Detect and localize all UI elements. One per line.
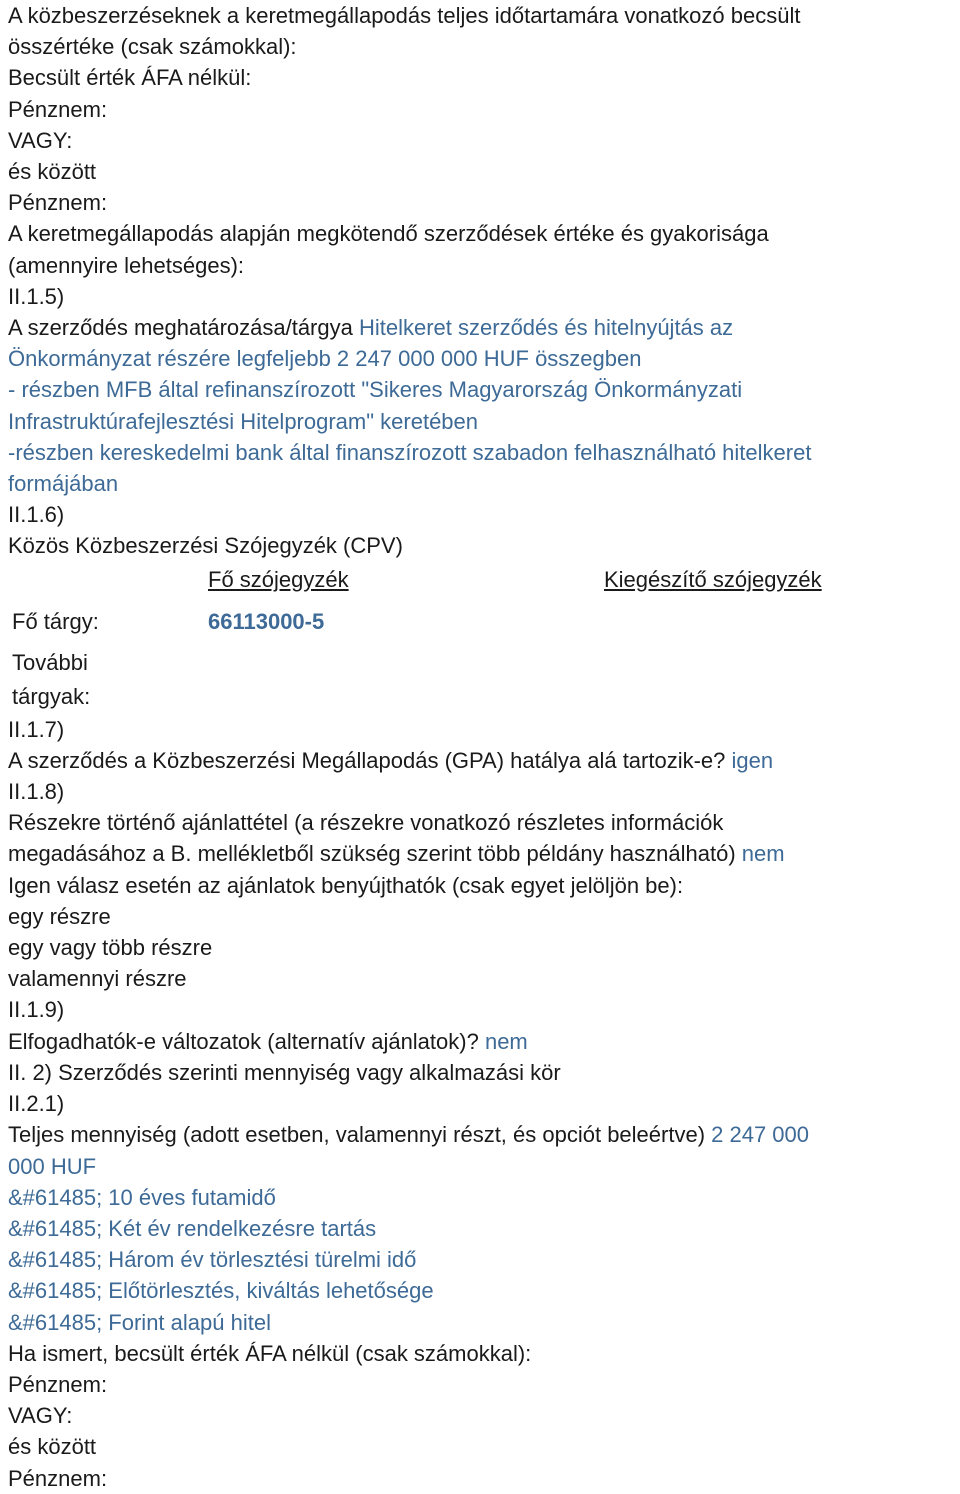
- section-heading: II. 2) Szerződés szerinti mennyiség vagy alkalmazási kör: [8, 1059, 561, 1085]
- bullet-item: &#61485; 10 éves futamidő: [8, 1184, 276, 1210]
- subject-value: Hitelkeret szerződés és hitelnyújtás az: [358, 315, 734, 341]
- section-number: II.1.5): [8, 283, 65, 309]
- quantity-value: 2 247 000: [711, 1122, 810, 1148]
- text-line: VAGY:: [8, 127, 73, 153]
- subject-value: -részben kereskedelmi bank által finanszírozott szabadon felhasználható hitelkeret: [8, 439, 812, 465]
- text-line: és között: [8, 159, 97, 185]
- text-line: és között: [8, 1434, 97, 1460]
- gpa-answer: igen: [731, 747, 774, 773]
- cpv-supp-header: Kiegészítő szójegyzék: [604, 566, 822, 592]
- subject-value: formájában: [8, 471, 119, 497]
- variants-question: Elfogadhatók-e változatok (alternatív ajánlatok)? nem: [8, 1028, 528, 1054]
- text-line: VAGY:: [8, 1403, 73, 1429]
- text-line: Becsült érték ÁFA nélkül:: [8, 65, 252, 91]
- text-line: (amennyire lehetséges):: [8, 252, 245, 278]
- quantity-value: 000 HUF: [8, 1153, 97, 1179]
- cpv-main-header: Fő szójegyzék: [208, 566, 349, 592]
- text-line: Pénznem:: [8, 1465, 108, 1491]
- text-line: Pénznem:: [8, 96, 108, 122]
- section-number: II.1.7): [8, 716, 65, 742]
- cpv-main-code: 66113000-5: [208, 609, 325, 635]
- text-line: Részekre történő ajánlattétel (a részekre vonatkozó részletes információk: [8, 810, 724, 836]
- gpa-question: A szerződés a Közbeszerzési Megállapodás (GPA) hatálya alá tartozik-e? igen: [8, 747, 774, 773]
- bullet-item: &#61485; Előtörlesztés, kiváltás lehetősége: [8, 1278, 434, 1304]
- cpv-table: [8, 564, 822, 714]
- text-line: Pénznem:: [8, 1371, 108, 1397]
- section-number: II.1.9): [8, 997, 65, 1023]
- text-line: A közbeszerzéseknek a keretmegállapodás teljes időtartamára vonatkozó becsült: [8, 3, 801, 28]
- text-line: A keretmegállapodás alapján megkötendő szerződések értéke és gyakorisága: [8, 221, 769, 247]
- parts-answer: nem: [741, 841, 785, 867]
- option-line: egy vagy több részre: [8, 935, 213, 961]
- text-line: Pénznem:: [8, 190, 108, 216]
- text-line: Ha ismert, becsült érték ÁFA nélkül (csak számokkal):: [8, 1340, 532, 1366]
- text-line: összértéke (csak számokkal):: [8, 34, 297, 60]
- quantity-line: Teljes mennyiség (adott esetben, valamennyi részt, és opciót beleértve) 2 247 000: [8, 1122, 810, 1148]
- cpv-title: Közös Közbeszerzési Szójegyzék (CPV): [8, 533, 403, 559]
- subject-value: Infrastruktúrafejlesztési Hitelprogram" keretében: [8, 408, 479, 434]
- section-number: II.1.6): [8, 502, 65, 528]
- section-number: II.1.8): [8, 779, 65, 805]
- subject-line: [8, 312, 956, 343]
- bullet-item: &#61485; Két év rendelkezésre tartás: [8, 1215, 377, 1241]
- section-number: II.2.1): [8, 1091, 65, 1117]
- text-line: Igen válasz esetén az ajánlatok benyújthatók (csak egyet jelöljön be):: [8, 872, 684, 898]
- variants-answer: nem: [484, 1028, 528, 1054]
- document: [8, 0, 956, 1494]
- cpv-other-label: További tárgyak:: [12, 649, 91, 709]
- subject-value: Önkormányzat részére legfeljebb 2 247 000 000 HUF összegben: [8, 346, 642, 372]
- subject-value: - részben MFB által refinanszírozott "Sikeres Magyarország Önkormányzati: [8, 377, 743, 403]
- bullet-item: &#61485; Forint alapú hitel: [8, 1309, 271, 1335]
- parts-question: megadásához a B. mellékletből szükség szerint több példány használható) nem: [8, 841, 785, 867]
- cpv-main-label: Fő tárgy:: [12, 609, 99, 635]
- subject-label: A szerződés meghatározása/tárgya: [8, 315, 359, 341]
- bullet-item: &#61485; Három év törlesztési türelmi idő: [8, 1247, 417, 1273]
- option-line: egy részre: [8, 903, 111, 929]
- option-line: valamennyi részre: [8, 966, 187, 992]
